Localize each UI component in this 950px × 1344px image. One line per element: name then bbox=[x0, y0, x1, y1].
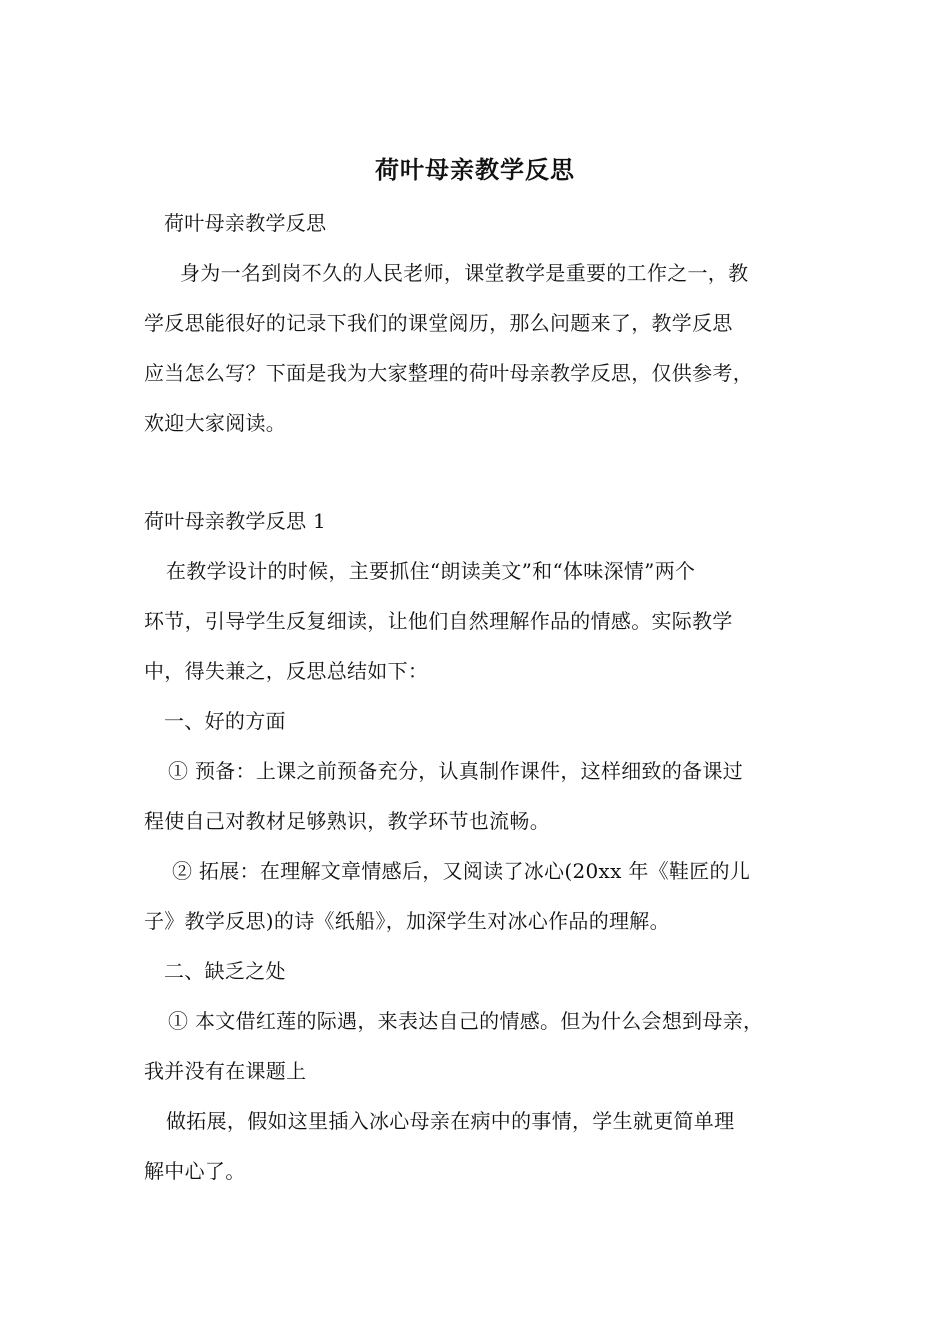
good-points-heading: 一、好的方面 bbox=[164, 709, 286, 733]
intro-line: 应当怎么写？下面是我为大家整理的荷叶母亲教学反思，仅供参考， bbox=[144, 361, 753, 385]
document-subtitle: 荷叶母亲教学反思 bbox=[164, 211, 327, 235]
shortcoming-item-line: 我并没有在课题上 bbox=[144, 1059, 307, 1083]
good-item-line: ② 拓展：在理解文章情感后，又阅读了冰心(20xx 年《鞋匠的儿 bbox=[172, 859, 751, 883]
good-item-line: 程使自己对教材足够熟识，教学环节也流畅。 bbox=[144, 809, 550, 833]
intro-line: 身为一名到岗不久的人民老师，课堂教学是重要的工作之一，教 bbox=[180, 261, 749, 285]
paragraph-line: 中，得失兼之，反思总结如下： bbox=[144, 659, 429, 683]
paragraph-line: 做拓展，假如这里插入冰心母亲在病中的事情，学生就更简单理 bbox=[166, 1109, 735, 1133]
shortcomings-heading: 二、缺乏之处 bbox=[164, 959, 286, 983]
section-heading: 荷叶母亲教学反思 1 bbox=[144, 509, 327, 533]
paragraph-line: 环节，引导学生反复细读，让他们自然理解作品的情感。实际教学 bbox=[144, 609, 733, 633]
paragraph-line: 解中心了。 bbox=[144, 1159, 246, 1183]
intro-line: 欢迎大家阅读。 bbox=[144, 411, 287, 435]
shortcoming-item-line: ① 本文借红莲的际遇，来表达自己的情感。但为什么会想到母亲， bbox=[168, 1009, 764, 1033]
good-item-line: 子》教学反思)的诗《纸船》，加深学生对冰心作品的理解。 bbox=[144, 909, 670, 933]
intro-line: 学反思能很好的记录下我们的课堂阅历，那么问题来了，教学反思 bbox=[144, 311, 733, 335]
paragraph-line: 在教学设计的时候，主要抓住“朗读美文”和“体味深情”两个 bbox=[166, 559, 696, 583]
good-item-line: ① 预备：上课之前预备充分，认真制作课件，这样细致的备课过 bbox=[168, 759, 744, 783]
document-title: 荷叶母亲教学反思 bbox=[375, 155, 575, 184]
